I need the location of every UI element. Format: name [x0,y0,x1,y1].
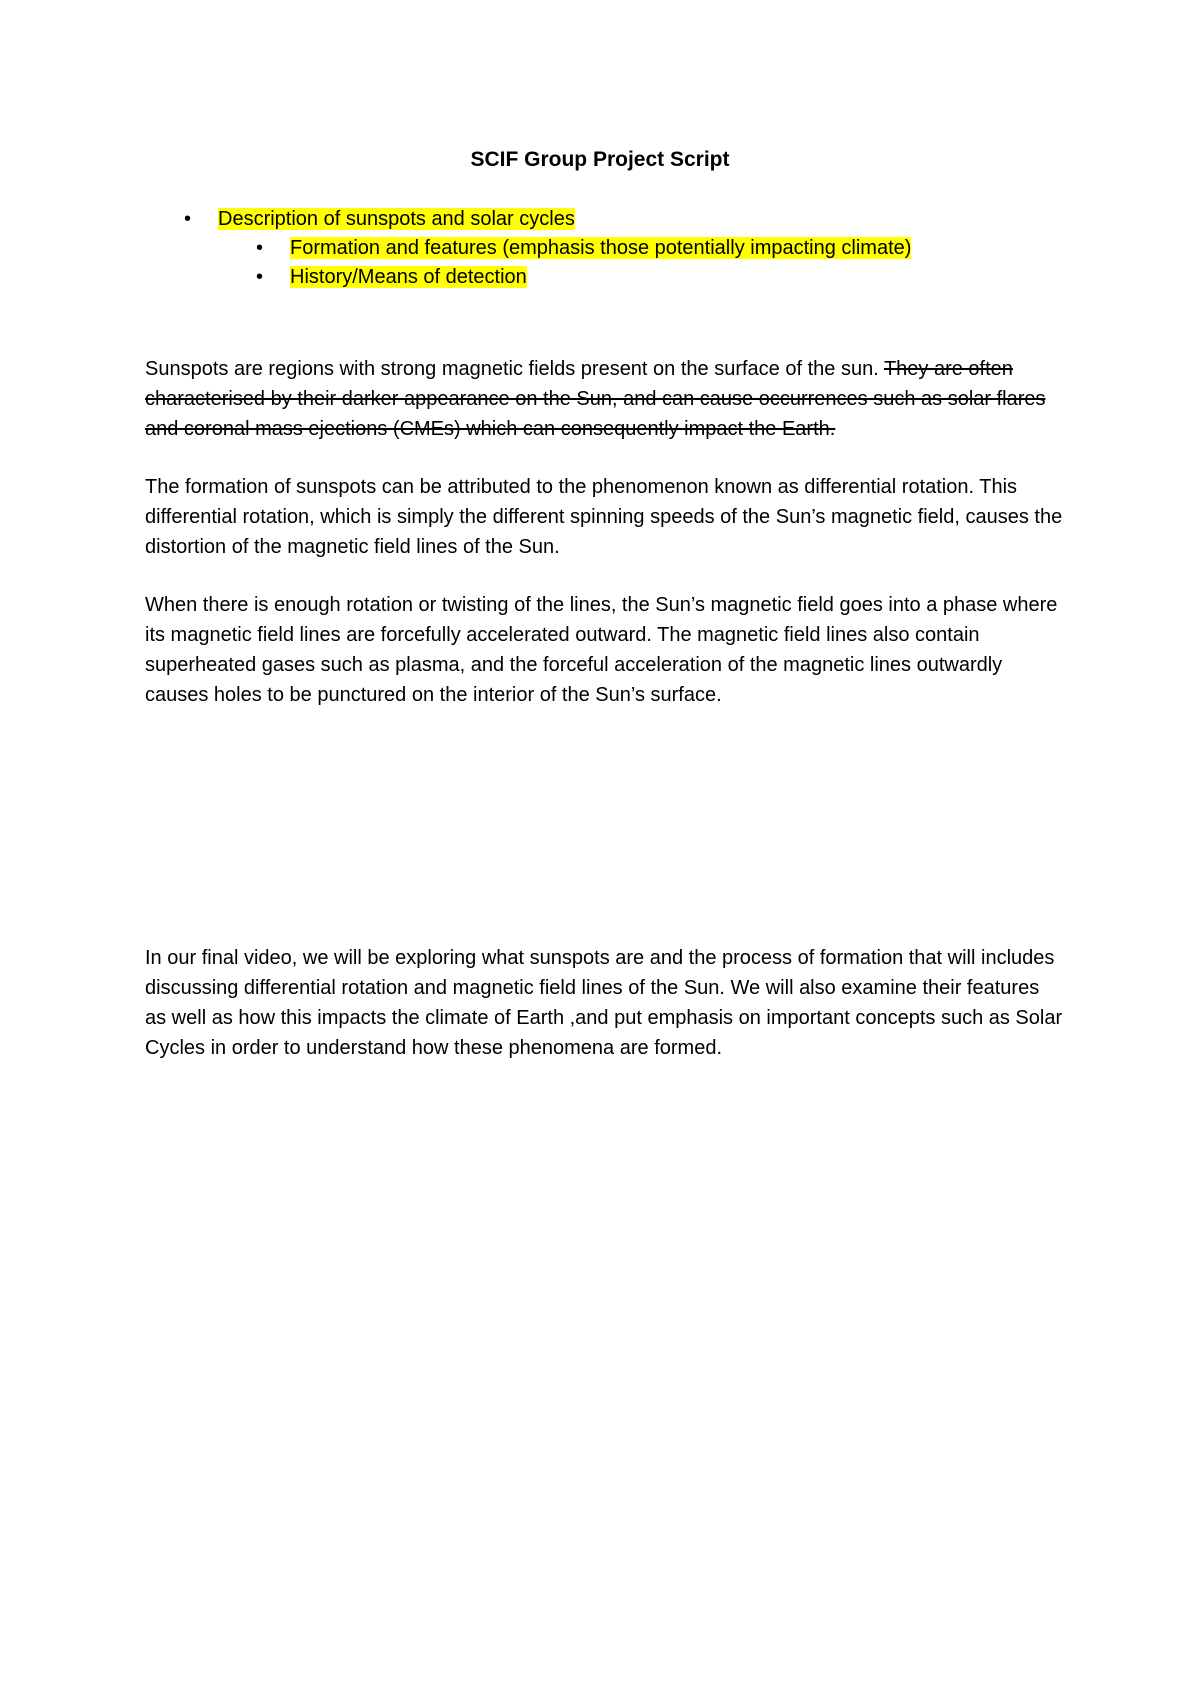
outline-item-text: Formation and features (emphasis those potentially impacting climate) [290,237,912,259]
paragraph-text: Sunspots are regions with strong magnetic fields present on the surface of the sun. [145,358,884,380]
paragraph-formation: The formation of sunspots can be attributed to the phenomenon known as differential rotation. This differential rotation, which is simply the different spinning speeds of the Sun’s magnetic field, causes the distortion of the magnetic field lines of the Sun. [145,476,1063,558]
outline-item-text: History/Means of detection [290,266,527,288]
outline-item [256,234,911,263]
struck-text: They are often characterised by their darker appearance on the Sun, and can cause occurrences such as solar flares and coronal mass ejections (CMEs) which can consequently impact the Earth. [145,358,1046,440]
outline-item [256,263,911,292]
outline-item [184,205,911,234]
bullet-icon: • [184,208,192,230]
paragraph-twisting: When there is enough rotation or twisting of the lines, the Sun’s magnetic field goes into a phase where its magnetic field lines are forcefully accelerated outward. The magnetic field lines also contain superheated gases such as plasma, and the forceful acceleration of the magnetic lines outwardly causes holes to be punctured on the interior of the Sun’s surface. [145,594,1058,706]
paragraph-sunspots-definition [145,354,1065,444]
outline-list [184,205,911,292]
outline-item-text: Description of sunspots and solar cycles [218,208,575,230]
bullet-icon: • [256,266,264,288]
paragraph-final-video: In our final video, we will be exploring what sunspots are and the process of formation that will includes discussing differential rotation and magnetic field lines of the Sun. We will also examine their features as well as how this impacts the climate of Earth ,and put emphasis on important concepts such as Solar Cycles in order to understand how these phenomena are formed. [145,947,1063,1059]
bullet-icon: • [256,237,264,259]
document-title: SCIF Group Project Script [470,148,730,171]
